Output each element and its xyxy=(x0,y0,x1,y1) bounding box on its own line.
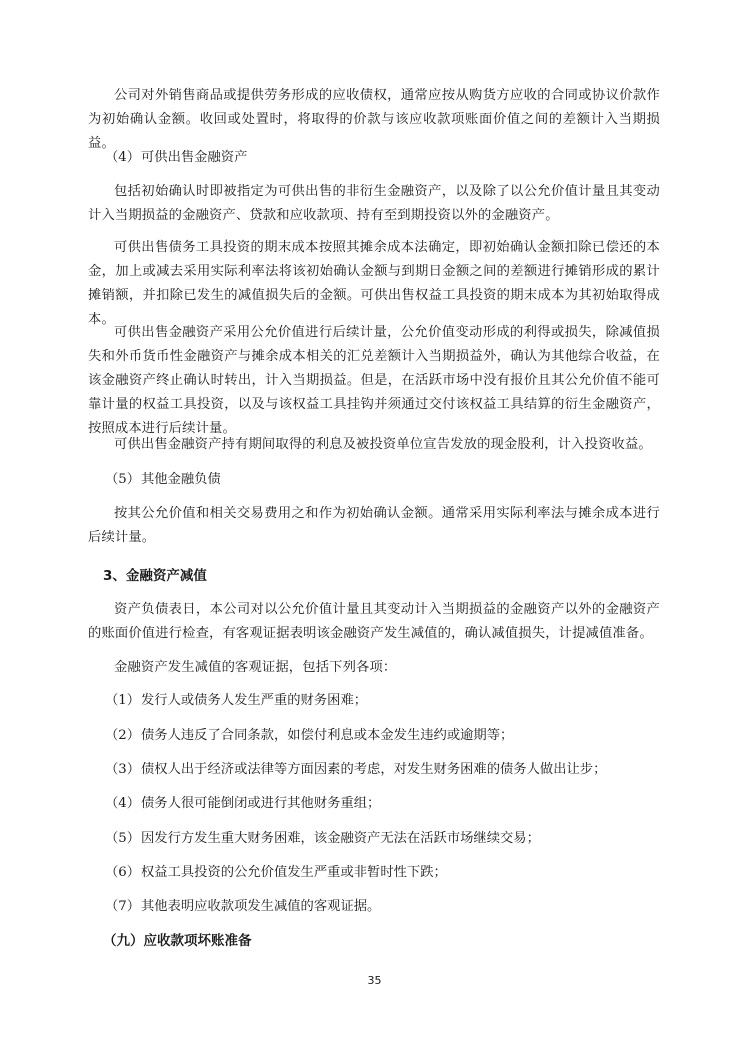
subheading-other-financial-liabilities xyxy=(105,468,221,492)
page-number: 35 xyxy=(367,974,382,987)
paragraph-afs-measurement: 可供出售金融资产采用公允价值进行后续计量，公允价值变动形成的利得或损失，除减值损失和外币货币性金融资产与摊余成本相关的汇兑差额计入当期损益外，确认为其他综合收益，在该金融资产终止确认时转出，计入当期损益。但是，在活跃市场中没有报价且其公允价值不能可靠计量的权益工具投资，以及与该权益工具挂钩并须通过交付该权益工具结算的衍生金融资产，按照成本进行后续计量。 xyxy=(88,325,660,436)
evidence-item xyxy=(105,792,380,816)
item-text: 其他表明应收款项发生减值的客观证据。 xyxy=(141,899,381,914)
item-text: 发行人或债务人发生严重的财务困难； xyxy=(141,693,368,708)
item-text: 因发行方发生重大财务困难，该金融资产无法在活跃市场继续交易； xyxy=(141,831,540,846)
subheading-available-for-sale xyxy=(105,146,247,170)
item-title: 可供出售金融资产 xyxy=(141,150,248,165)
item-number: （5） xyxy=(105,472,141,487)
evidence-item xyxy=(105,827,540,851)
item-number: （3） xyxy=(105,762,141,777)
item-number: （7） xyxy=(105,899,141,914)
section-heading-impairment: 3、金融资产减值 xyxy=(103,568,207,584)
evidence-item xyxy=(105,758,606,782)
paragraph-evidence-intro: 金融资产发生减值的客观证据，包括下列各项： xyxy=(114,660,397,675)
item-number: （4） xyxy=(105,150,141,165)
item-text: 债务人很可能倒闭或进行其他财务重组； xyxy=(141,796,381,811)
evidence-item xyxy=(105,861,447,885)
section-heading-bad-debt: （九）应收款项坏账准备 xyxy=(103,933,252,949)
item-text: 债务人违反了合同条款，如偿付利息或本金发生违约或逾期等； xyxy=(141,728,514,743)
paragraph-receivables-initial: 公司对外销售商品或提供劳务形成的应收债权，通常应按从购货方应收的合同或协议价款作为初始确认金额。收回或处置时，将取得的价款与该应收款项账面价值之间的差额计入当期损益。 xyxy=(88,88,660,151)
paragraph-impairment-check: 资产负债表日，本公司对以公允价值计量且其变动计入当期损益的金融资产以外的金融资产的账面价值进行检查，有客观证据表明该金融资产发生减值的，确认减值损失，计提减值准备。 xyxy=(88,602,660,641)
item-text: 债权人出于经济或法律等方面因素的考虑，对发生财务困难的债务人做出让步； xyxy=(141,762,607,777)
evidence-item xyxy=(105,724,513,748)
evidence-item xyxy=(105,689,367,713)
paragraph-afs-definition: 包括初始确认时即被指定为可供出售的非衍生金融资产，以及除了以公允价值计量且其变动计入当期损益的金融资产、贷款和应收款项、持有至到期投资以外的金融资产。 xyxy=(88,184,660,223)
paragraph-other-liabilities: 按其公允价值和相关交易费用之和作为初始确认金额。通常采用实际利率法与摊余成本进行后续计量。 xyxy=(88,506,660,545)
item-number: （2） xyxy=(105,728,141,743)
item-number: （4） xyxy=(105,796,141,811)
paragraph-afs-income: 可供出售金融资产持有期间取得的利息及被投资单位宣告发放的现金股利，计入投资收益。 xyxy=(114,437,652,452)
item-number: （5） xyxy=(105,831,141,846)
item-title: 其他金融负债 xyxy=(141,472,221,487)
evidence-item xyxy=(105,895,380,919)
item-number: （6） xyxy=(105,865,141,880)
paragraph-afs-cost: 可供出售债务工具投资的期末成本按照其摊余成本法确定，即初始确认金额扣除已偿还的本金，加上或减去采用实际利率法将该初始确认金额与到期日金额之间的差额进行摊销形成的累计摊销额，并扣除已发生的减值损失后的金额。可供出售权益工具投资的期末成本为其初始取得成本。 xyxy=(88,240,660,327)
item-text: 权益工具投资的公允价值发生严重或非暂时性下跌； xyxy=(141,865,447,880)
item-number: （1） xyxy=(105,693,141,708)
